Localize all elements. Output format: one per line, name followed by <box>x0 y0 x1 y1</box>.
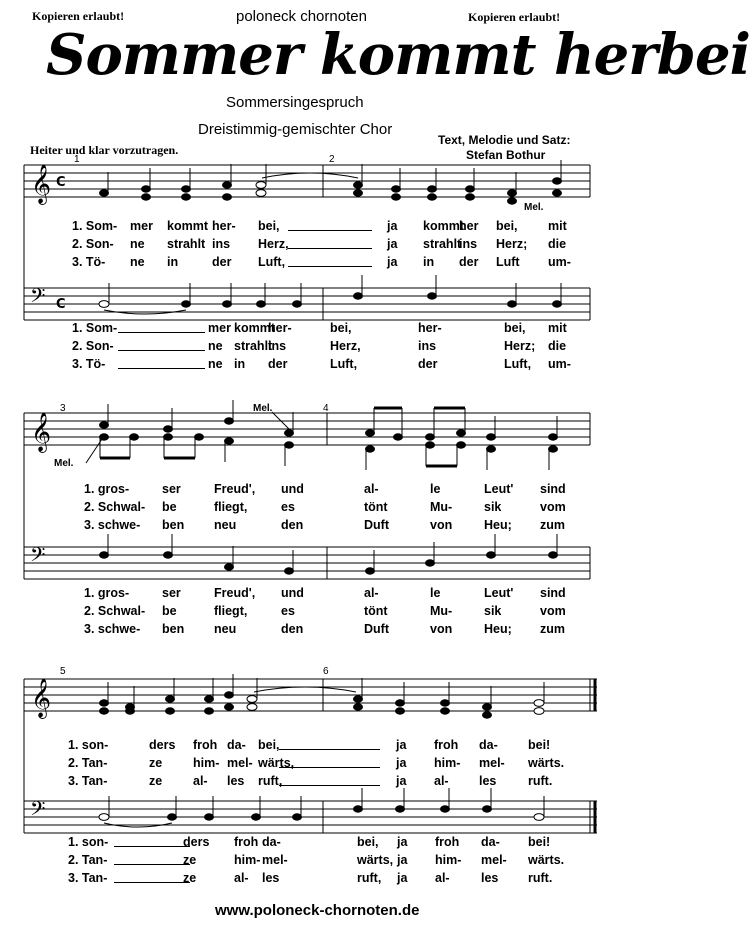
lyric-syllable: fliegt, <box>214 604 248 618</box>
lyric-syllable: froh <box>193 738 218 752</box>
lyric-syllable: Heu; <box>484 622 512 636</box>
lyric-syllable: ders <box>183 835 210 849</box>
lyric-syllable: kommt <box>423 219 464 233</box>
lyric-syllable: Herz, <box>330 339 361 353</box>
lyric-syllable: ja <box>387 237 398 251</box>
lyric-syllable: ze <box>183 871 197 885</box>
footer-url[interactable]: www.poloneck-chornoten.de <box>215 902 420 919</box>
lyric-syllable: ruft, <box>258 774 283 788</box>
lyric-syllable: Leut' <box>484 482 514 496</box>
lyric-syllable: be <box>162 500 177 514</box>
lyric-syllable: vom <box>540 604 566 618</box>
lyric-syllable: froh <box>234 835 259 849</box>
lyric-syllable: al- <box>193 774 208 788</box>
lyric-syllable: bei, <box>258 219 280 233</box>
melisma-line <box>279 749 380 750</box>
lyric-syllable: froh <box>435 835 460 849</box>
lyric-syllable: neu <box>214 622 237 636</box>
melisma-line <box>288 266 372 267</box>
lyric-syllable: 3. Tan- <box>68 774 108 788</box>
lyric-syllable: ben <box>162 518 185 532</box>
lyric-syllable: es <box>281 604 295 618</box>
lyric-syllable: ders <box>149 738 176 752</box>
lyric-syllable: les <box>262 871 280 885</box>
lyric-syllable: ben <box>162 622 185 636</box>
lyric-syllable: ruft, <box>357 871 382 885</box>
lyric-syllable: bei, <box>496 219 518 233</box>
lyric-syllable: 3. Tö- <box>72 255 106 269</box>
lyric-syllable: Leut' <box>484 586 514 600</box>
lyric-syllable: Freud', <box>214 586 256 600</box>
staff-treble-1 <box>24 165 590 197</box>
lyric-syllable: mel- <box>479 756 505 770</box>
lyric-syllable: mel- <box>227 756 253 770</box>
lyric-syllable: 2. Tan- <box>68 756 108 770</box>
lyric-syllable: ne <box>130 237 145 251</box>
lyric-syllable: die <box>548 339 567 353</box>
melody-marking: Mel. <box>253 403 273 414</box>
measure-number: 4 <box>323 403 329 414</box>
copy-permission-left: Kopieren erlaubt! <box>32 9 125 23</box>
measure-number: 5 <box>60 666 66 677</box>
lyric-syllable: ins <box>459 237 478 251</box>
lyric-syllable: 1. Som- <box>72 219 118 233</box>
lyric-syllable: ja <box>387 255 398 269</box>
lyric-syllable: Luft, <box>330 357 358 371</box>
lyric-syllable: her- <box>418 321 442 335</box>
lyric-syllable: strahlt <box>234 339 273 353</box>
staff-treble-2 <box>24 413 590 445</box>
treble-clef-icon: 𝄞 <box>31 678 52 718</box>
lyric-syllable: von <box>430 518 453 532</box>
lyric-syllable: zum <box>540 622 565 636</box>
lyric-syllable: ze <box>183 853 197 867</box>
lyric-syllable: les <box>481 871 499 885</box>
lyric-syllable: al- <box>434 774 449 788</box>
lyric-syllable: Heu; <box>484 518 512 532</box>
lyric-syllable: wärts. <box>528 756 565 770</box>
lyric-syllable: tönt <box>364 500 388 514</box>
lyric-syllable: ins <box>268 339 287 353</box>
lyric-syllable: 1. gros- <box>84 482 130 496</box>
lyric-syllable: neu <box>214 518 237 532</box>
lyric-syllable: Duft <box>364 622 389 636</box>
lyric-syllable: den <box>281 518 304 532</box>
lyric-syllable: les <box>479 774 497 788</box>
lyric-syllable: 2. Son- <box>72 339 114 353</box>
lyric-syllable: her <box>459 219 479 233</box>
lyric-syllable: mit <box>548 321 567 335</box>
lyric-syllable: bei! <box>528 835 551 849</box>
lyric-syllable: um- <box>548 357 571 371</box>
lyric-syllable: ser <box>162 482 181 496</box>
staff-bass-2 <box>24 547 590 579</box>
lyric-syllable: ja <box>396 774 407 788</box>
melisma-line <box>288 248 372 249</box>
lyric-syllable: Herz; <box>496 237 528 251</box>
lyric-syllable: und <box>281 482 304 496</box>
lyric-syllable: ja <box>396 738 407 752</box>
lyric-syllable: in <box>167 255 179 269</box>
lyric-syllable: bei! <box>528 738 551 752</box>
lyric-syllable: ins <box>212 237 231 251</box>
lyric-syllable: bei, <box>258 738 280 752</box>
lyric-syllable: al- <box>435 871 450 885</box>
lyric-syllable: Duft <box>364 518 389 532</box>
measure-number: 6 <box>323 666 329 677</box>
lyric-syllable: bei, <box>504 321 526 335</box>
melody-marking: Mel. <box>524 202 544 213</box>
melisma-line <box>118 332 205 333</box>
credit-line-1: Text, Melodie und Satz: <box>438 133 571 147</box>
melisma-line <box>114 864 190 865</box>
bass-clef-icon: 𝄢 <box>30 797 46 825</box>
lyric-syllable: sind <box>540 482 566 496</box>
lyric-syllable: um- <box>548 255 571 269</box>
lyric-syllable: ze <box>149 774 163 788</box>
staff-bass-3 <box>24 801 597 833</box>
lyric-syllable: da- <box>227 738 246 752</box>
lyric-syllable: froh <box>434 738 459 752</box>
lyric-syllable: ne <box>208 357 223 371</box>
lyric-syllable: le <box>430 586 441 600</box>
lyric-syllable: der <box>268 357 288 371</box>
lyric-syllable: al- <box>234 871 249 885</box>
lyric-syllable: 3. schwe- <box>84 622 141 636</box>
bass-clef-icon: 𝄢 <box>30 543 46 571</box>
lyric-syllable: tönt <box>364 604 388 618</box>
lyric-syllable: ne <box>130 255 145 269</box>
lyric-syllable: 1. son- <box>68 835 109 849</box>
lyric-syllable: him- <box>434 756 461 770</box>
lyric-syllable: 2. Schwal- <box>84 604 146 618</box>
lyric-syllable: Luft, <box>258 255 286 269</box>
lyric-syllable: in <box>423 255 435 269</box>
staff-treble-3 <box>24 679 597 711</box>
lyric-syllable: mer <box>208 321 231 335</box>
lyric-syllable: al- <box>364 586 379 600</box>
lyric-syllable: mit <box>548 219 567 233</box>
lyric-syllable: es <box>281 500 295 514</box>
melisma-line <box>118 368 205 369</box>
lyric-syllable: her- <box>268 321 292 335</box>
lyric-syllable: be <box>162 604 177 618</box>
lyric-syllable: Mu- <box>430 500 453 514</box>
lyric-syllable: der <box>418 357 438 371</box>
lyric-syllable: mer <box>130 219 153 233</box>
lyric-syllable: von <box>430 622 453 636</box>
lyric-syllable: da- <box>479 738 498 752</box>
lyric-syllable: 2. Son- <box>72 237 114 251</box>
lyric-syllable: ruft. <box>528 871 553 885</box>
song-title: Sommer kommt herbei <box>46 22 750 88</box>
lyric-syllable: und <box>281 586 304 600</box>
lyric-syllable: Luft <box>496 255 520 269</box>
lyric-syllable: strahlt <box>167 237 206 251</box>
lyric-syllable: der <box>212 255 232 269</box>
treble-clef-icon: 𝄞 <box>31 164 52 204</box>
lyric-syllable: bei, <box>357 835 379 849</box>
voicing: Dreistimmig-gemischter Chor <box>198 121 393 138</box>
lyric-syllable: zum <box>540 518 565 532</box>
lyric-syllable: wärts, <box>357 853 394 867</box>
lyric-syllable: ja <box>397 853 408 867</box>
copy-permission-right: Kopieren erlaubt! <box>468 10 561 24</box>
lyric-syllable: 1. son- <box>68 738 109 752</box>
lyric-syllable: die <box>548 237 567 251</box>
lyric-syllable: kommt <box>167 219 208 233</box>
lyric-syllable: ruft. <box>528 774 553 788</box>
lyric-syllable: ze <box>149 756 163 770</box>
lyric-syllable: 3. Tö- <box>72 357 106 371</box>
lyric-syllable: 3. Tan- <box>68 871 108 885</box>
lyric-syllable: vom <box>540 500 566 514</box>
lyric-syllable: Herz; <box>504 339 536 353</box>
lyric-syllable: wärts. <box>528 853 565 867</box>
lyric-syllable: les <box>227 774 245 788</box>
lyric-syllable: Freud', <box>214 482 256 496</box>
lyric-syllable: wärts, <box>258 756 295 770</box>
lyric-syllable: Mu- <box>430 604 453 618</box>
svg-text:C: C <box>56 175 66 190</box>
melisma-line <box>114 882 190 883</box>
lyric-syllable: strahlt <box>423 237 462 251</box>
melody-marking: Mel. <box>54 458 74 469</box>
lyric-syllable: ja <box>397 835 408 849</box>
lyric-syllable: sik <box>484 604 502 618</box>
lyric-syllable: al- <box>364 482 379 496</box>
measure-number: 3 <box>60 403 66 414</box>
lyric-syllable: 1. gros- <box>84 586 130 600</box>
lyric-syllable: sind <box>540 586 566 600</box>
lyric-syllable: fliegt, <box>214 500 248 514</box>
lyric-syllable: her- <box>212 219 236 233</box>
lyric-syllable: bei, <box>330 321 352 335</box>
bass-clef-icon: 𝄢 <box>30 284 46 312</box>
lyric-syllable: mel- <box>481 853 507 867</box>
measure-number: 2 <box>329 154 335 165</box>
lyric-syllable: ne <box>208 339 223 353</box>
lyric-syllable: ser <box>162 586 181 600</box>
lyric-syllable: mel- <box>262 853 288 867</box>
melisma-line <box>279 767 380 768</box>
publisher-name: poloneck chornoten <box>236 8 367 25</box>
melisma-line <box>288 230 372 231</box>
lyric-syllable: den <box>281 622 304 636</box>
lyric-syllable: ja <box>397 871 408 885</box>
melisma-line <box>118 350 205 351</box>
tempo-marking: Heiter und klar vorzutragen. <box>30 143 179 157</box>
lyric-syllable: 3. schwe- <box>84 518 141 532</box>
lyric-syllable: ins <box>418 339 437 353</box>
lyric-syllable: kommt <box>234 321 275 335</box>
lyric-syllable: him- <box>193 756 220 770</box>
lyric-syllable: le <box>430 482 441 496</box>
lyric-syllable: Luft, <box>504 357 532 371</box>
lyric-syllable: da- <box>262 835 281 849</box>
lyric-syllable: him- <box>435 853 462 867</box>
lyric-syllable: sik <box>484 500 502 514</box>
lyric-syllable: Herz, <box>258 237 289 251</box>
song-subtitle: Sommersingespruch <box>226 94 364 111</box>
lyric-syllable: der <box>459 255 479 269</box>
treble-clef-icon: 𝄞 <box>31 412 52 452</box>
credit-line-2: Stefan Bothur <box>466 148 546 162</box>
lyric-syllable: in <box>234 357 246 371</box>
lyric-syllable: ja <box>396 756 407 770</box>
melisma-line <box>279 785 380 786</box>
svg-text:C: C <box>56 297 66 312</box>
measure-number: 1 <box>74 154 80 165</box>
lyric-syllable: 1. Som- <box>72 321 118 335</box>
lyric-syllable: 2. Tan- <box>68 853 108 867</box>
lyric-syllable: da- <box>481 835 500 849</box>
lyric-syllable: ja <box>387 219 398 233</box>
lyric-syllable: him- <box>234 853 261 867</box>
melisma-line <box>114 846 190 847</box>
lyric-syllable: 2. Schwal- <box>84 500 146 514</box>
